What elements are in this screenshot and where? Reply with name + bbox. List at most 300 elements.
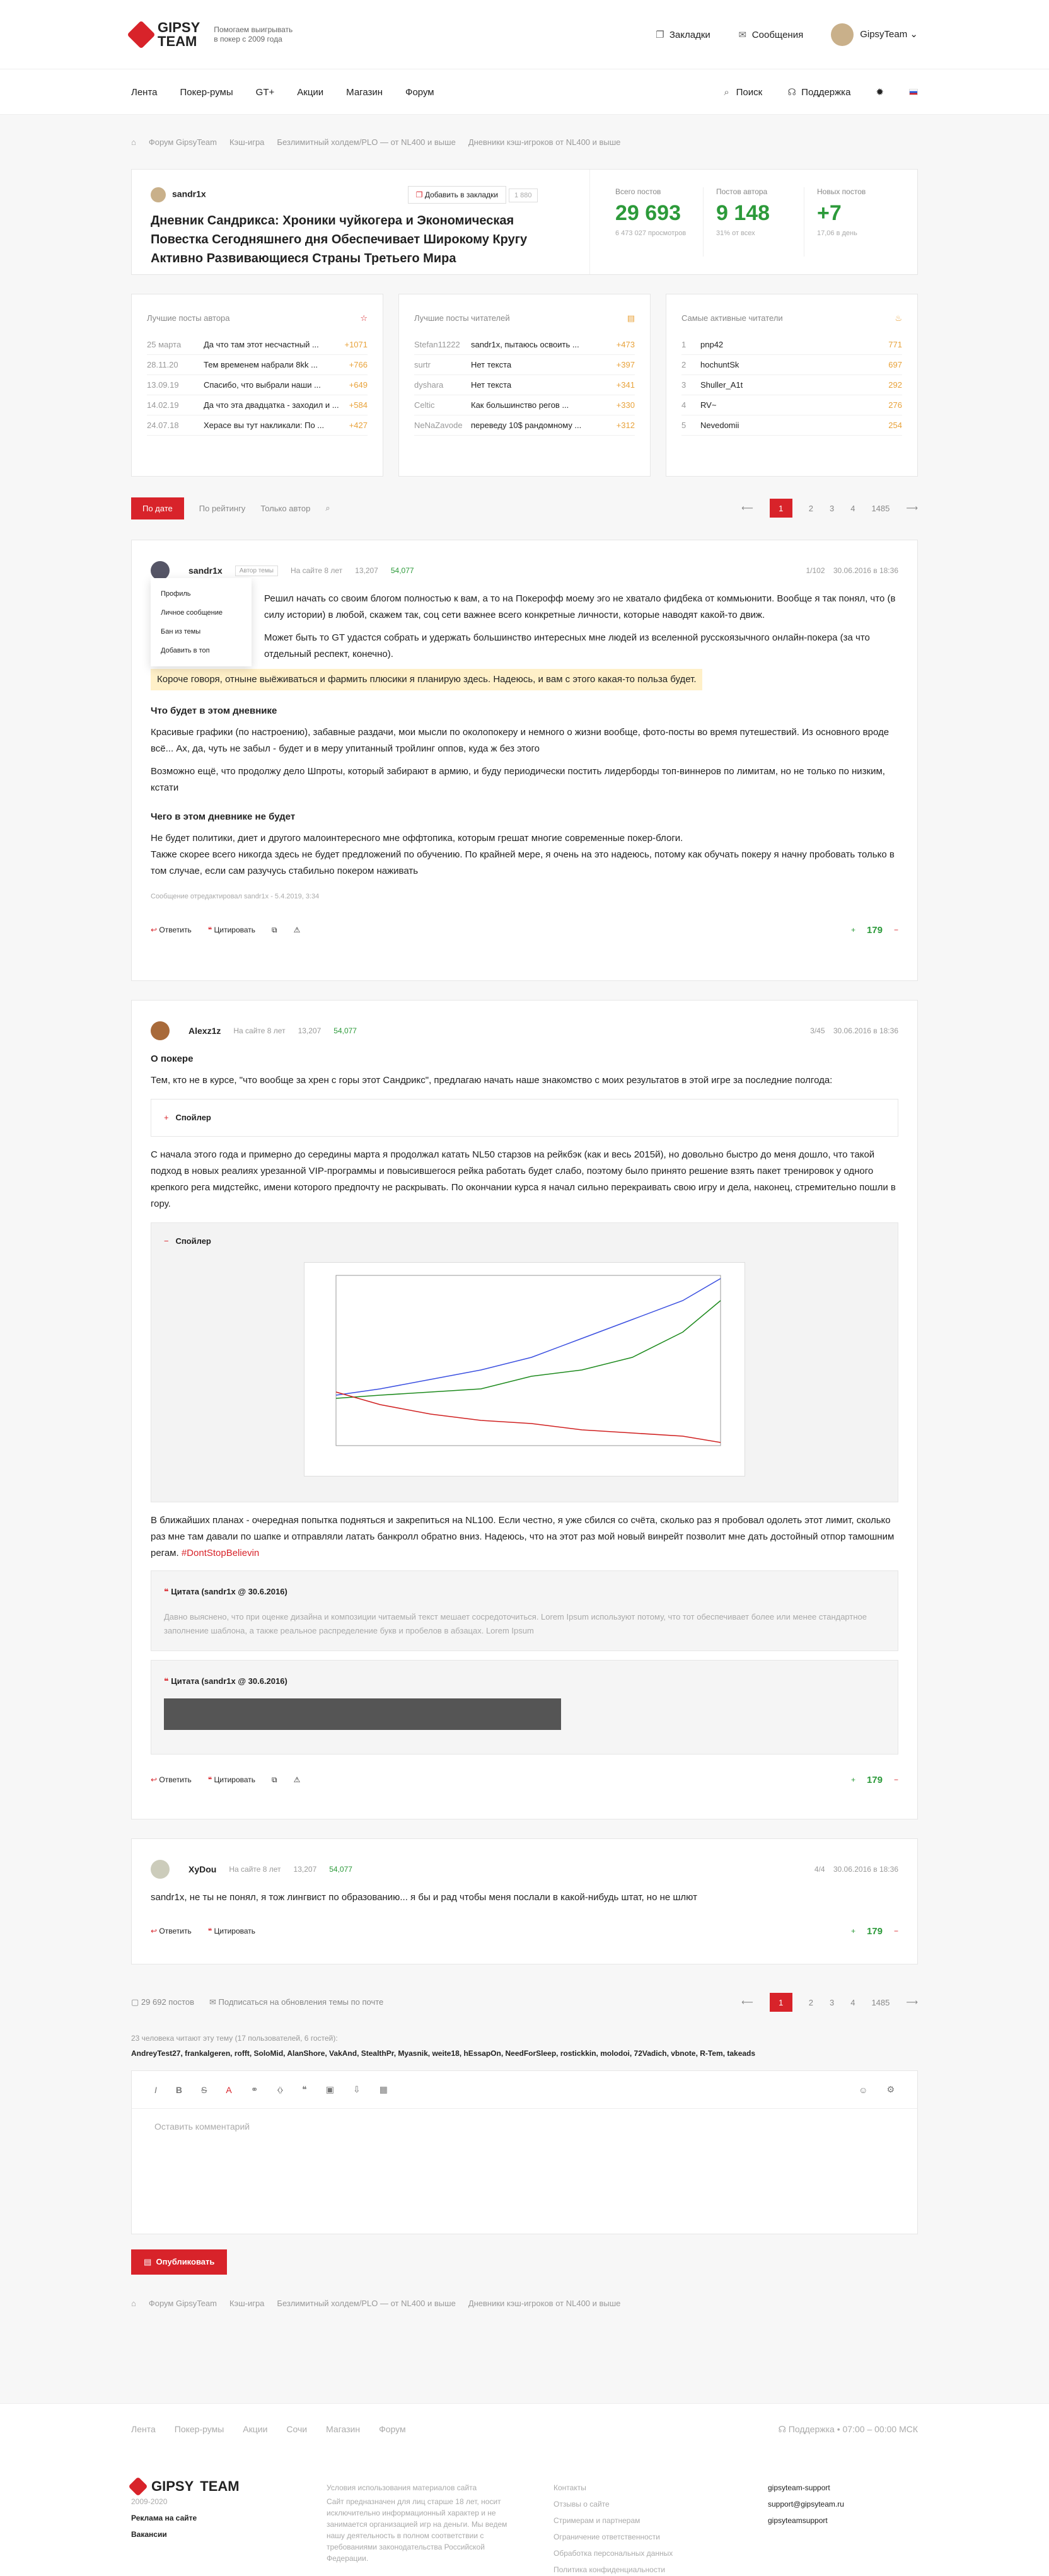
post-body [151, 591, 898, 905]
send-icon: ▤ [144, 2257, 152, 2266]
warning-icon[interactable]: ⚠ [293, 925, 301, 934]
row-col-1: surtr [414, 360, 431, 369]
row-col-1: 5 [681, 421, 687, 430]
row-col-1: 14.02.19 [147, 400, 179, 410]
best-reader-posts [398, 294, 651, 477]
online-status: На сайте 8 лет [233, 1026, 286, 1035]
post-count: 13,207 [293, 1865, 317, 1874]
sort-by-rating[interactable]: По рейтингу [199, 503, 246, 513]
author-badge: Автор темы [235, 566, 278, 576]
winnings-line [336, 1279, 721, 1395]
list-item[interactable] [147, 355, 368, 375]
pagination [741, 499, 918, 518]
post-date: 30.06.2016 в 18:36 [833, 1026, 898, 1035]
reply-button[interactable] [151, 1927, 192, 1935]
list-item[interactable] [414, 335, 635, 355]
quote-header: Цитата (sandr1x @ 30.6.2016) [171, 1676, 287, 1686]
stat-value: 9 148 [716, 201, 770, 225]
downvote-icon[interactable]: − [893, 1927, 898, 1935]
footer-link[interactable]: Политика конфиденциальности [553, 2565, 666, 2574]
downvote-icon[interactable]: − [893, 1775, 898, 1784]
comment-editor [131, 2070, 918, 2234]
post-count: 13,207 [355, 566, 378, 575]
stat-sub: 31% от всех [716, 229, 755, 237]
terms-link[interactable]: Условия использования материалов сайта [327, 2483, 477, 2492]
post [131, 1000, 918, 1819]
row-col-3: +766 [349, 360, 368, 369]
row-col-2: Shuller_A1t [700, 380, 743, 390]
post-paragraph: Красивые графики (по настроению), забавные раздачи, мои мысли по околопокеру и немного о жизни вообще, фото-посты во время путешествий. Из основного вроде всё... Ах, да, чуть не забыл - будет и в меру упитанный тройлинг оппов, куда ж без этого [151, 727, 890, 754]
stat-new [804, 187, 905, 257]
text-color-icon[interactable]: A [226, 2084, 232, 2095]
post-avatar[interactable] [151, 1021, 170, 1040]
next-page-icon[interactable]: ⟶ [906, 1997, 918, 2007]
active-readers [666, 294, 918, 477]
row-col-2: Нет текста [471, 360, 512, 369]
home-icon[interactable]: ⌂ [131, 137, 136, 147]
editor-toolbar [132, 2071, 917, 2109]
stat-label: Постов автора [716, 187, 768, 196]
tagline: Помогаем выигрывать в покер с 2009 года [214, 25, 293, 44]
settings-icon[interactable]: ⚙ [886, 2084, 895, 2094]
quote-block [151, 1570, 898, 1651]
quote-icon: ❝ [164, 1676, 169, 1686]
crumb[interactable]: Форум GipsyTeam [148, 2298, 217, 2308]
post-avatar[interactable] [151, 561, 170, 580]
panel-title: Самые активные читатели [681, 313, 783, 323]
quote-label: Цитировать [214, 1927, 256, 1935]
post-subheading: О покере [151, 1053, 194, 1064]
nav-item-rooms[interactable]: Покер-румы [180, 86, 233, 98]
footer-support[interactable]: ☊ Поддержка • 07:00 – 00:00 МСК [778, 2423, 918, 2434]
non-showdown-line [336, 1392, 721, 1442]
row-col-2: Да что там этот несчастный ... [204, 340, 319, 349]
footer-link[interactable]: Стримерам и партнерам [553, 2516, 640, 2525]
theme-toggle-icon[interactable]: ✹ [876, 87, 884, 98]
row-col-3: +341 [616, 380, 635, 390]
list-item[interactable] [414, 415, 635, 436]
crumb[interactable]: Форум GipsyTeam [148, 137, 217, 147]
crumb[interactable]: Безлимитный холдем/PLO — от NL400 и выше [277, 137, 456, 147]
crumb[interactable]: Кэш-игра [229, 137, 265, 147]
image-icon[interactable]: ▣ [325, 2084, 335, 2094]
row-col-3: +397 [616, 360, 635, 369]
row-col-1: dyshara [414, 380, 444, 390]
quote-block [151, 1660, 898, 1755]
panel-title: Лучшие посты читателей [414, 313, 510, 323]
footer-logo[interactable] [131, 2480, 289, 2493]
footer-link[interactable]: Акции [243, 2424, 268, 2434]
post-paragraph: Не будет политики, диет и другого малоинтересного мне оффтопика, которым грешат многие современные покер-блоги. [151, 833, 683, 844]
row-col-1: Stefan11222 [414, 340, 460, 349]
subscribe-label: Подписаться на обновления темы по почте [218, 1997, 384, 2007]
upvote-icon[interactable]: + [850, 925, 855, 934]
post [131, 1838, 918, 1964]
row-col-1: 3 [681, 380, 687, 390]
sort-by-date[interactable]: По дате [131, 497, 184, 519]
row-col-2: Херасе вы тут накликали: По ... [204, 421, 325, 430]
spoiler-label: Спойлер [175, 1113, 211, 1122]
results-graph-image [304, 1262, 745, 1477]
reply-button[interactable] [151, 1775, 192, 1784]
headset-icon: ☊ [778, 2423, 786, 2434]
reputation: 54,077 [329, 1865, 352, 1874]
user-name: GipsyTeam [860, 28, 908, 40]
quote-label: Цитировать [214, 925, 256, 934]
search-label: Поиск [736, 86, 763, 98]
stat-author [704, 187, 804, 257]
page-3[interactable]: 3 [829, 1997, 835, 2007]
subscribe-link[interactable] [209, 1997, 383, 2007]
quote-header: Цитата (sandr1x @ 30.6.2016) [171, 1587, 287, 1596]
fire-icon: ♨ [895, 313, 902, 323]
list-item[interactable] [681, 395, 902, 415]
quote-icon[interactable]: ❝ [302, 2084, 307, 2094]
page-4[interactable]: 4 [850, 1997, 855, 2007]
page-1[interactable]: 1 [770, 499, 792, 518]
page-last[interactable]: 1485 [871, 1997, 890, 2007]
crumb[interactable]: Дневники кэш-игроков от NL400 и выше [468, 2298, 621, 2308]
post-number: 4/4 [814, 1865, 825, 1874]
contact-email[interactable]: support@gipsyteam.ru [768, 2500, 844, 2509]
spoiler-label: Спойлер [175, 1236, 211, 1246]
minus-icon: − [164, 1236, 169, 1246]
downvote-icon[interactable]: − [893, 925, 898, 934]
posts-count: 29 692 постов [141, 1997, 195, 2007]
row-col-1: 28.11.20 [147, 360, 178, 369]
crumb[interactable]: Безлимитный холдем/PLO — от NL400 и выше [277, 2298, 456, 2308]
user-menu[interactable] [831, 23, 918, 46]
stat-total [603, 187, 704, 257]
upload-icon[interactable]: ⇩ [353, 2084, 361, 2094]
quote-button[interactable] [208, 1775, 255, 1784]
star-icon: ☆ [360, 313, 368, 323]
table-icon[interactable]: ▦ [379, 2084, 388, 2094]
footer-link[interactable]: Отзывы о сайте [553, 2500, 610, 2509]
row-col-3: +312 [616, 421, 635, 430]
home-icon[interactable]: ⌂ [131, 2298, 136, 2308]
best-author-posts [131, 294, 383, 477]
footer-link[interactable]: Покер-румы [174, 2424, 224, 2434]
reply-button[interactable] [151, 925, 192, 934]
prev-page-icon[interactable]: ⟵ [741, 503, 753, 513]
support-time: 00:00 МСК [874, 2423, 918, 2434]
footer-link[interactable]: Сочи [286, 2424, 308, 2434]
reply-label: Ответить [159, 1775, 192, 1784]
row-col-2: Нет текста [471, 380, 512, 390]
post-subheading: Чего в этом дневнике не будет [151, 811, 296, 822]
row-col-3: +330 [616, 400, 635, 410]
reputation: 54,077 [333, 1026, 357, 1035]
panel-title: Лучшие посты автора [147, 313, 230, 323]
logo-text-2: TEAM [158, 33, 197, 49]
graph-svg [304, 1263, 746, 1477]
logo-text-2: TEAM [200, 2478, 240, 2494]
link-icon[interactable]: ⚭ [250, 2084, 258, 2094]
row-col-2: RV~ [700, 400, 717, 410]
post-paragraph: Тем, кто не в курсе, "что вообще за хрен с горы этот Сандрикс", предлагаю начать наше знакомство с моих результатов в этой игре за последние полгода: [151, 1075, 833, 1086]
post-paragraph: Решил начать со своим блогом полностью к вам, а то на Покерофф моему эго не хватало фидбека от коммьюнити. Вообще я так понял, что (в силу истории) в любой, скажем так, соц сети важнее всего конкретные личности, которые наводят какой-то движ. [264, 593, 896, 620]
hashtag-link[interactable]: #DontStopBelievin [181, 1548, 260, 1558]
quote-button[interactable] [208, 925, 255, 934]
header [0, 0, 1049, 69]
page-2[interactable]: 2 [808, 503, 813, 513]
post-actions [151, 917, 898, 943]
headset-icon: ☊ [787, 87, 796, 98]
topic-header [131, 169, 918, 275]
support-label: Поддержка [788, 2423, 835, 2434]
logo[interactable] [131, 21, 200, 49]
messages-label: Сообщения [751, 30, 804, 40]
author-avatar[interactable] [151, 187, 166, 202]
upvote-icon[interactable]: + [850, 1927, 855, 1935]
search-button[interactable] [722, 87, 763, 98]
warning-icon[interactable]: ⚠ [293, 1775, 301, 1784]
row-col-3: 697 [888, 360, 902, 369]
row-col-3: 276 [888, 400, 902, 410]
nav-item-feed[interactable]: Лента [131, 86, 158, 98]
post-rating: 179 [866, 1774, 883, 1785]
footer-nav [131, 2404, 918, 2454]
showdown-line [336, 1301, 721, 1398]
readers-count: 23 человека читают эту тему (17 пользователей, 6 гостей): [131, 2034, 338, 2043]
crumb[interactable]: Кэш-игра [229, 2298, 265, 2308]
quote-button[interactable] [208, 1927, 255, 1935]
logo-text: GIPSY [158, 20, 200, 35]
post-date: 30.06.2016 в 18:36 [833, 1865, 898, 1874]
stat-value: 29 693 [615, 201, 681, 225]
pagination [741, 1993, 918, 2012]
nav-item-forum[interactable]: Форум [405, 86, 434, 98]
filter-author-only[interactable]: Только автор [260, 503, 311, 513]
copy-icon[interactable]: ⧉ [272, 1775, 277, 1784]
list-item[interactable] [414, 395, 635, 415]
next-page-icon[interactable]: ⟶ [906, 503, 918, 513]
ads-link[interactable]: Реклама на сайте [131, 2514, 197, 2522]
publish-button[interactable] [131, 2249, 227, 2275]
post-author[interactable]: sandr1x [188, 566, 223, 576]
row-col-3: +649 [349, 380, 368, 390]
quote-label: Цитировать [214, 1775, 256, 1784]
list-item[interactable] [414, 375, 635, 395]
menu-item-top[interactable]: Добавить в топ [161, 647, 210, 654]
footer-columns [131, 2454, 918, 2576]
list-item[interactable] [147, 395, 368, 415]
reply-label: Ответить [159, 1927, 192, 1935]
post-paragraph: Может быть то GT удастся собрать и удержать большинство интересных мне людей из вселенной русскоязычного онлайн-покера (за что отдельный респект, конечно). [264, 632, 870, 659]
row-col-3: +584 [349, 400, 368, 410]
page-last[interactable]: 1485 [871, 503, 890, 513]
crumb[interactable]: Дневники кэш-игроков от NL400 и выше [468, 137, 621, 147]
post-rating: 179 [866, 1925, 883, 1937]
page-4[interactable]: 4 [850, 503, 855, 513]
menu-item-message[interactable]: Личное сообщение [161, 609, 223, 617]
emoji-icon[interactable]: ☺ [859, 2084, 868, 2095]
bookmark-label: Добавить в закладки [424, 190, 499, 199]
reply-icon: ↩ [151, 1927, 158, 1935]
chat-icon: ▤ [627, 313, 635, 323]
stat-sub: 6 473 027 просмотров [615, 229, 687, 237]
bookmark-count: 1 880 [509, 189, 538, 202]
footer-link[interactable]: Магазин [326, 2424, 361, 2434]
content-area [0, 115, 1049, 2403]
bookmark-icon: ❐ [415, 190, 423, 199]
bookmarks-link[interactable] [656, 29, 710, 40]
spoiler-expanded[interactable] [151, 1222, 898, 1502]
row-col-1: 4 [681, 400, 687, 410]
messages-link[interactable] [738, 29, 803, 40]
contact-skype[interactable]: gipsyteam-support [768, 2483, 830, 2492]
avatar [831, 23, 854, 46]
footer-link[interactable]: Обработка персональных данных [553, 2549, 673, 2558]
row-col-2: Да что эта двадцатка - заходил и ... [204, 400, 339, 410]
stat-label: Новых постов [817, 187, 866, 196]
sort-bar [131, 477, 918, 540]
main-nav [0, 69, 1049, 115]
bookmarks-label: Закладки [669, 30, 710, 40]
list-item[interactable] [681, 355, 902, 375]
row-col-2: переведу 10$ рандомному ... [471, 421, 582, 430]
row-col-1: 25 марта [147, 340, 182, 349]
breadcrumb [131, 115, 918, 169]
support-button[interactable] [787, 86, 850, 98]
row-col-2: Nevedomii [700, 421, 739, 430]
add-bookmark-button[interactable] [408, 186, 506, 204]
stat-label: Всего постов [615, 187, 661, 196]
page-3[interactable]: 3 [829, 503, 835, 513]
row-col-2: Как большинство регов ... [471, 400, 569, 410]
footer-link[interactable]: Ограничение ответственности [553, 2532, 660, 2541]
post-actions [151, 1767, 898, 1792]
edited-note: Сообщение отредактировал sandr1x - 5.4.2019, 3:34 [151, 893, 320, 900]
row-col-3: 254 [888, 421, 902, 430]
copy-icon[interactable]: ⧉ [272, 925, 277, 934]
footer-link[interactable]: Форум [379, 2424, 406, 2434]
stat-sub: 17,06 в день [817, 229, 857, 237]
chat-icon: ▢ [131, 1997, 139, 2007]
post-paragraph: Возможно ещё, что продолжу дело Шпроты, который забирают в армию, и буду периодически постить лидерборды топ-виннеров по лимитам, но не только по низким, кстати [151, 766, 885, 793]
row-col-3: +473 [616, 340, 635, 349]
strike-icon[interactable]: S [201, 2084, 207, 2095]
post-count: 13,207 [298, 1026, 322, 1035]
readers-list: AndreyTest27, frankalgeren, rofft, SoloMid, AlanShore, VakAnd, StealthPr, Myasnik, weite18, hEssapOn, NeedForSleep, rostickkin, molodoi, 72Vadich, vbnote, R-Tem, takeads [131, 2049, 756, 2058]
post-author[interactable]: XyDou [188, 1864, 217, 1874]
post-number: 3/45 [810, 1026, 825, 1035]
page-1[interactable]: 1 [770, 1993, 792, 2012]
row-col-2: sandr1x, пытаюсь освоить ... [471, 340, 579, 349]
chevron-down-icon: ⌄ [910, 28, 918, 40]
jobs-link[interactable]: Вакансии [131, 2530, 167, 2539]
italic-icon[interactable]: I [154, 2084, 157, 2095]
list-item[interactable] [681, 335, 902, 355]
quote-icon: ❝ [207, 925, 212, 934]
nav-item-gt-plus[interactable]: GT+ [255, 86, 275, 98]
page-2[interactable]: 2 [808, 1997, 813, 2007]
list-item[interactable] [414, 355, 635, 375]
support-time: 07:00 [842, 2423, 865, 2434]
spoiler-collapsed[interactable] [151, 1099, 898, 1137]
row-col-2: Спасибо, что выбрали наши ... [204, 380, 321, 390]
post-body [151, 1051, 898, 1755]
comment-input[interactable]: Оставить комментарий [154, 2121, 250, 2132]
support-label: Поддержка [801, 87, 851, 98]
disclaimer: Сайт предназначен для лиц старше 18 лет, носит исключительно информационный характер и не занимается организацией игр на деньги. Мы ведем нашу деятельность в полном соответствии с требованиями законодательства Российской Федерации. [327, 2497, 507, 2563]
list-item[interactable] [147, 335, 368, 355]
post-paragraph: Также скорее всего никогда здесь не будет предложений по обучению. По крайней мере, я очень на это надеюсь, потому как обучать покеру я начну пробовать только в том случае, если сам разучусь стабильно покером наживать [151, 849, 895, 876]
list-item[interactable] [681, 375, 902, 395]
post-date: 30.06.2016 в 18:36 [833, 566, 898, 575]
post-rating: 179 [866, 924, 883, 936]
quote-icon: ❝ [164, 1587, 169, 1596]
stat-value: +7 [817, 201, 842, 225]
topic-title: Дневник Сандрикса: Хроники чуйкогера и Экономическая Повестка Сегодняшнего дня Обеспечивает Широкому Кругу Активно Развивающиеся Страны Третьего Мира [151, 214, 528, 265]
reply-icon: ↩ [151, 1775, 158, 1784]
menu-item-ban[interactable]: Бан из темы [161, 628, 201, 635]
footer-link[interactable]: Контакты [553, 2483, 586, 2492]
online-status: На сайте 8 лет [290, 566, 343, 575]
list-item[interactable] [147, 375, 368, 395]
logo-mark-icon [127, 20, 155, 49]
post-actions [151, 1918, 898, 1944]
online-status: На сайте 8 лет [229, 1865, 281, 1874]
search-icon[interactable]: ⌕ [325, 503, 330, 513]
list-item[interactable] [681, 415, 902, 436]
mail-icon: ✉ [209, 1997, 216, 2007]
post-paragraph: С начала этого года и примерно до середины марта я продолжал катать NL50 старзов на рейкбэк (как и весь 2015й), но довольно быстро до меня дошло, что такой подход в новых реалиях урезанной VIP-программы и повысившегося рейка работать будет слабо, поэтому было принято решение взять пакет тренировок у одного крепкого рега мидстейкс, имени которого предпочту не раскрывать. По окончании курса я начал сильно перекраивать свою игру и дела, наконец, стремительно пошли в гору. [151, 1149, 896, 1209]
post-author[interactable]: Alexz1z [188, 1026, 221, 1036]
prev-page-icon[interactable]: ⟵ [741, 1997, 753, 2007]
row-col-2: Тем временем набрали 8kk ... [204, 360, 318, 369]
mail-icon: ✉ [738, 30, 747, 40]
menu-item-profile[interactable]: Профиль [161, 590, 191, 598]
post-number: 1/102 [806, 566, 825, 575]
post-paragraph: В ближайших планах - очередная попытка подняться и закрепиться на NL100. Если честно, я уже сбился со счёта, сколько раз я пробовал одолеть этот лимит, сколько раз мне там давали по шапке и отправляли латать банкролл обратно вниз. Надеюсь, что на этот раз мой новый винрейт позволит мне дать достойный отпор тамошним регам. [151, 1515, 895, 1558]
quote-text: Давно выяснено, что при оценке дизайна и композиции читаемый текст мешает сосредоточиться. Lorem Ipsum используют потому, что тот обеспечивает более или менее стандартное заполнение шаблона, а также реальное распределение букв и пробелов в абзацах. Lorem Ipsum [164, 1612, 867, 1635]
row-col-1: 24.07.18 [147, 421, 179, 430]
row-col-1: 13.09.19 [147, 380, 179, 390]
row-col-2: hochuntSk [700, 360, 739, 369]
language-flag-icon[interactable] [909, 89, 918, 95]
bottom-bar [131, 1983, 918, 2021]
row-col-1: 1 [681, 340, 687, 349]
post-subheading: Что будет в этом дневнике [151, 705, 277, 716]
bookmark-icon: ❐ [656, 30, 664, 40]
row-col-3: 771 [888, 340, 902, 349]
bold-icon[interactable]: B [175, 2084, 183, 2095]
nav-item-shop[interactable]: Магазин [346, 86, 383, 98]
nav-item-promos[interactable]: Акции [297, 86, 324, 98]
contact-telegram[interactable]: gipsyteamsupport [768, 2516, 828, 2525]
post-body: sandr1x, не ты не понял, я тож лингвист по образованию... я бы и рад чтобы меня послали в какой-нибудь штат, но не шлют [151, 1892, 697, 1903]
topic-author[interactable]: sandr1x [172, 189, 206, 199]
post-avatar[interactable] [151, 1860, 170, 1879]
reply-icon: ↩ [151, 925, 158, 934]
list-item[interactable] [147, 415, 368, 436]
code-icon[interactable]: ⧼⧽ [277, 2084, 284, 2094]
row-col-2: pnp42 [700, 340, 724, 349]
breadcrumb-bottom [131, 2275, 918, 2331]
years: 2009-2020 [131, 2497, 168, 2506]
publish-label: Опубликовать [156, 2257, 215, 2266]
row-col-1: 2 [681, 360, 687, 369]
reply-label: Ответить [159, 925, 192, 934]
row-col-1: NeNaZavode [414, 421, 463, 430]
footer-link[interactable]: Лента [131, 2424, 156, 2434]
search-icon: ⌕ [724, 86, 729, 98]
highlighted-text: Короче говоря, отныне выёживаться и фармить плюсики я планирую здесь. Надеюсь, и вам с этого какая-то польза будет. [151, 669, 702, 690]
upvote-icon[interactable]: + [850, 1775, 855, 1784]
quote-image [164, 1698, 561, 1730]
